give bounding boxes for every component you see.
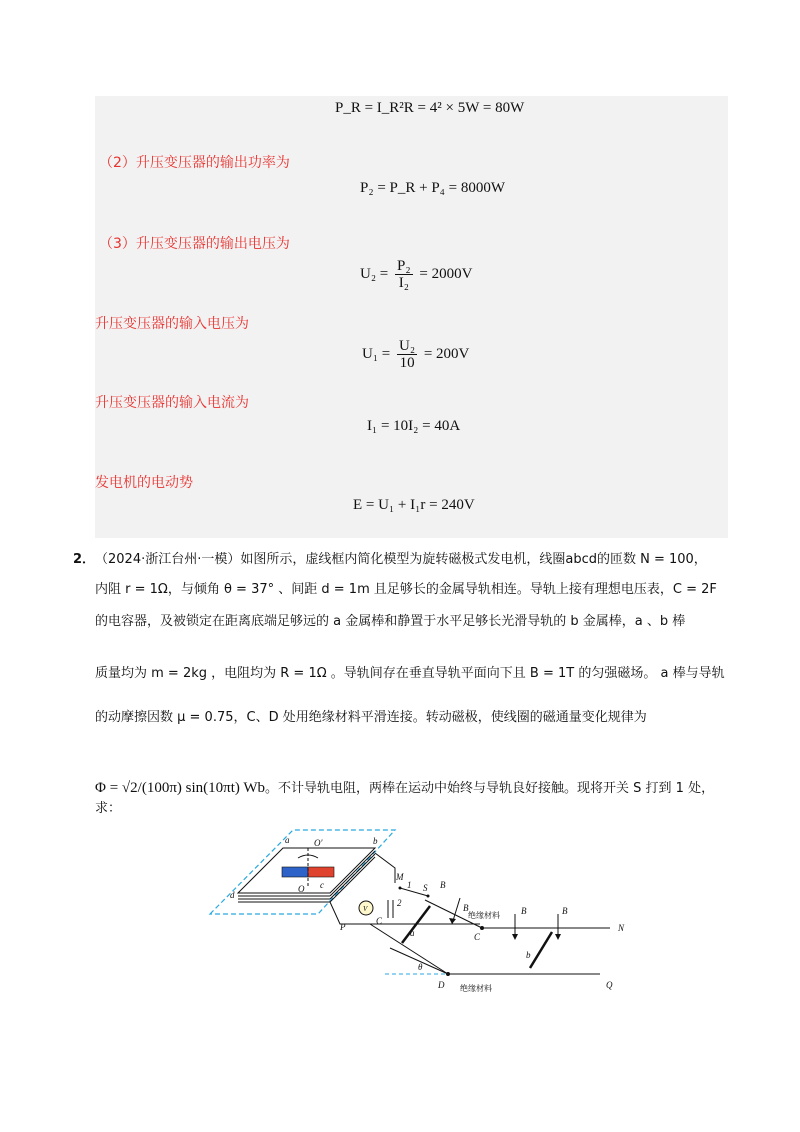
label-rod-b: b <box>526 950 531 960</box>
label-b3: B <box>521 906 527 916</box>
label-point-c: C <box>474 932 481 942</box>
label-d: d <box>230 890 235 900</box>
rod-b <box>530 932 552 968</box>
point-d <box>446 972 450 976</box>
label-theta: θ <box>418 962 423 972</box>
question-line-4: 质量均为 m = 2kg ，电阻均为 R = 1Ω 。导轨间存在垂直导轨平面向下且 B = 1T 的匀强磁场。 a 棒与导轨 <box>95 666 725 681</box>
label-rod-a: a <box>410 928 415 938</box>
question-line-2: 内阻 r = 1Ω，与倾角 θ = 37° 、间距 d = 1m 且足够长的金属导轨相连。导轨上接有理想电压表，C = 2F <box>95 582 717 597</box>
question-line-3: 的电容器，及被锁定在距离底端足够远的 a 金属棒和静置于水平足够长光滑导轨的 b 金属棒，a 、b 棒 <box>95 614 686 629</box>
eq-u1-rhs: = 200V <box>423 345 470 362</box>
eq-u1-lhs: U₁ = <box>362 345 391 362</box>
label-2: 2 <box>397 898 402 908</box>
label-1: 1 <box>407 880 412 890</box>
flux-formula: Φ = √2/(100π) sin(10πt) Wb <box>95 780 266 796</box>
part2-label: （2）升压变压器的输出功率为 <box>99 155 290 171</box>
eq-u1-fraction <box>397 338 417 371</box>
label-b: b <box>373 836 378 846</box>
eq-u2-rhs: = 2000V <box>419 265 473 282</box>
label-n: N <box>618 923 625 933</box>
input-voltage-label: 升压变压器的输入电压为 <box>95 316 249 332</box>
label-insulator-lower: 绝缘材料 <box>460 984 492 993</box>
eq-u2-lhs: U₂ = <box>360 265 389 282</box>
question-line-6 <box>95 778 735 819</box>
label-b4: B <box>562 906 568 916</box>
label-b2: B <box>463 903 469 913</box>
eq-u2-fraction <box>395 258 413 291</box>
emf-label: 发电机的电动势 <box>95 475 193 491</box>
label-c: c <box>320 880 324 890</box>
label-b1: B <box>440 880 446 890</box>
label-o: O <box>298 884 305 894</box>
label-capacitor: C <box>376 916 383 926</box>
label-s: S <box>423 883 428 893</box>
equation-i1: I₁ = 10I₂ = 40A <box>367 418 461 434</box>
label-a: a <box>285 835 290 845</box>
label-q: Q <box>606 980 613 990</box>
question-line-1: （2024·浙江台州·一模）如图所示，虚线框内简化模型为旋转磁极式发电机，线圈abcd的匝数 N = 100， <box>95 552 707 567</box>
circuit-figure <box>190 828 640 1003</box>
magnet-red-pole <box>308 867 334 877</box>
equation-power-r: P_R = I_R²R = 4² × 5W = 80W <box>335 100 525 116</box>
label-voltmeter: V <box>363 905 368 913</box>
equation-emf: E = U₁ + I₁r = 240V <box>353 497 475 513</box>
eq-u2-numerator: P₂ <box>397 258 411 274</box>
magnet-blue-pole <box>282 867 308 877</box>
part3-label: （3）升压变压器的输出电压为 <box>99 236 290 252</box>
equation-u1 <box>362 338 469 371</box>
eq-u1-denominator: 10 <box>399 355 415 371</box>
question-number: 2． <box>73 552 96 567</box>
label-m: M <box>396 872 404 882</box>
point-c <box>480 926 484 930</box>
label-p: P <box>340 922 346 932</box>
label-point-d: D <box>438 980 445 990</box>
label-insulator-upper: 绝缘材料 <box>468 911 500 920</box>
label-o-prime: O' <box>314 838 323 848</box>
equation-p2: P₂ = P_R + P₄ = 8000W <box>360 180 506 196</box>
eq-u1-numerator: U₂ <box>399 338 416 354</box>
question-line-6-text: 。不计导轨电阻，两棒在运动中始终与导轨良好接触。现将开关 S 打到 1 处，求： <box>95 781 715 816</box>
eq-u2-denominator: I₂ <box>398 275 409 291</box>
input-current-label: 升压变压器的输入电流为 <box>95 395 249 411</box>
question-line-5: 的动摩擦因数 μ = 0.75，C、D 处用绝缘材料平滑连接。转动磁极，使线圈的磁通量变化规律为 <box>95 710 647 725</box>
equation-u2 <box>360 258 472 291</box>
